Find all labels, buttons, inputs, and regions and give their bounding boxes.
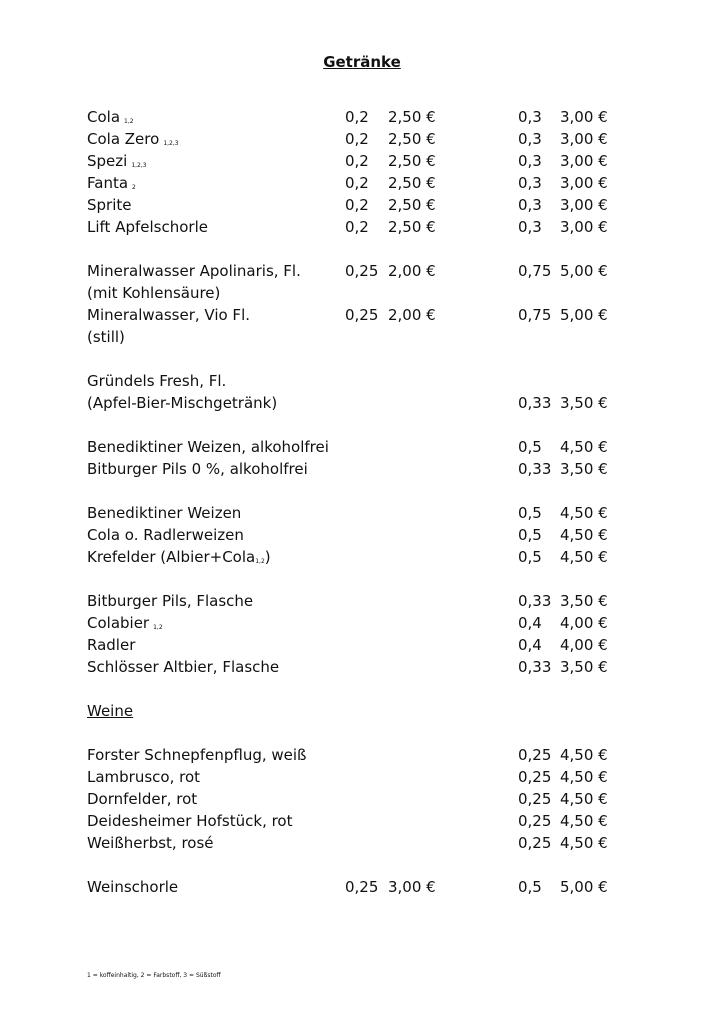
- price-large: 4,50 €: [560, 548, 608, 566]
- menu-item: [87, 766, 627, 788]
- size-small: 0,25: [345, 306, 379, 324]
- price-large: 4,50 €: [560, 438, 608, 456]
- price-small: 2,50 €: [388, 174, 436, 192]
- size-small: 0,2: [345, 174, 369, 192]
- footnote-marker: 1,2: [124, 118, 134, 125]
- size-small: 0,2: [345, 196, 369, 214]
- menu-item: [87, 326, 627, 348]
- item-name: Weinschorle: [87, 878, 179, 896]
- size-large: 0,33: [518, 658, 552, 676]
- price-large: 3,00 €: [560, 108, 608, 126]
- item-name: Cola o. Radlerweizen: [87, 526, 244, 544]
- item-name: Spezi 1,2,3: [87, 152, 147, 170]
- menu-item: [87, 172, 627, 194]
- item-name: Weine: [87, 702, 134, 720]
- price-large: 4,50 €: [560, 834, 608, 852]
- price-small: 3,00 €: [388, 878, 436, 896]
- footnote: 1 = koffeinhaltig, 2 = Farbstoff, 3 = Süßstoff: [87, 972, 221, 979]
- item-name: Cola 1,2: [87, 108, 134, 126]
- item-name: Benediktiner Weizen, alkoholfrei: [87, 438, 329, 456]
- menu-item: [87, 304, 627, 326]
- item-name: Krefelder (Albier+Cola1,2): [87, 548, 271, 566]
- size-large: 0,3: [518, 174, 542, 192]
- item-name: Schlösser Altbier, Flasche: [87, 658, 280, 676]
- menu-item: [87, 788, 627, 810]
- size-large: 0,25: [518, 834, 552, 852]
- menu-item: [87, 458, 627, 480]
- size-large: 0,4: [518, 636, 542, 654]
- price-small: 2,50 €: [388, 108, 436, 126]
- item-name: Colabier 1,2: [87, 614, 163, 632]
- price-large: 4,50 €: [560, 812, 608, 830]
- spacer: [87, 854, 627, 876]
- price-small: 2,50 €: [388, 152, 436, 170]
- menu-item: [87, 502, 627, 524]
- size-large: 0,33: [518, 394, 552, 412]
- price-large: 5,00 €: [560, 306, 608, 324]
- price-small: 2,50 €: [388, 218, 436, 236]
- size-large: 0,3: [518, 108, 542, 126]
- menu-item: [87, 194, 627, 216]
- item-name: Mineralwasser Apolinaris, Fl.: [87, 262, 301, 280]
- size-small: 0,2: [345, 108, 369, 126]
- menu-item: [87, 216, 627, 238]
- footnote-marker: 1,2,3: [163, 140, 179, 147]
- size-large: 0,33: [518, 460, 552, 478]
- size-small: 0,2: [345, 130, 369, 148]
- spacer: [87, 678, 627, 700]
- spacer: [87, 568, 627, 590]
- price-large: 4,50 €: [560, 746, 608, 764]
- size-large: 0,5: [518, 526, 542, 544]
- item-name: Gründels Fresh, Fl.: [87, 372, 227, 390]
- price-large: 4,00 €: [560, 636, 608, 654]
- drinks-menu: [87, 106, 627, 898]
- price-large: 3,00 €: [560, 218, 608, 236]
- menu-item: [87, 150, 627, 172]
- size-small: 0,25: [345, 878, 379, 896]
- footnote-marker: 1,2: [255, 558, 265, 565]
- menu-item: [87, 876, 627, 898]
- price-large: 4,50 €: [560, 526, 608, 544]
- footnote-marker: 2: [132, 184, 136, 191]
- size-large: 0,5: [518, 438, 542, 456]
- item-name: (still): [87, 328, 125, 346]
- price-large: 3,00 €: [560, 174, 608, 192]
- item-name: Cola Zero 1,2,3: [87, 130, 179, 148]
- menu-item: [87, 832, 627, 854]
- item-name: Weißherbst, rosé: [87, 834, 214, 852]
- size-small: 0,2: [345, 152, 369, 170]
- menu-item: [87, 392, 627, 414]
- item-name: Mineralwasser, Vio Fl.: [87, 306, 251, 324]
- price-large: 3,50 €: [560, 460, 608, 478]
- menu-item: [87, 370, 627, 392]
- size-large: 0,3: [518, 218, 542, 236]
- menu-item: [87, 128, 627, 150]
- menu-item: [87, 612, 627, 634]
- item-name: Lift Apfelschorle: [87, 218, 208, 236]
- spacer: [87, 414, 627, 436]
- menu-item: [87, 810, 627, 832]
- footnote-marker: 1,2: [153, 624, 163, 631]
- size-large: 0,25: [518, 790, 552, 808]
- size-large: 0,25: [518, 812, 552, 830]
- menu-item: [87, 744, 627, 766]
- price-large: 3,00 €: [560, 196, 608, 214]
- spacer: [87, 722, 627, 744]
- size-large: 0,75: [518, 262, 552, 280]
- price-large: 4,50 €: [560, 504, 608, 522]
- item-name: Sprite: [87, 196, 132, 214]
- price-large: 4,50 €: [560, 768, 608, 786]
- menu-item: [87, 546, 627, 568]
- price-small: 2,00 €: [388, 306, 436, 324]
- spacer: [87, 348, 627, 370]
- menu-item: [87, 106, 627, 128]
- price-large: 3,00 €: [560, 130, 608, 148]
- size-large: 0,4: [518, 614, 542, 632]
- price-large: 3,50 €: [560, 658, 608, 676]
- size-large: 0,33: [518, 592, 552, 610]
- price-large: 5,00 €: [560, 878, 608, 896]
- item-name: Bitburger Pils, Flasche: [87, 592, 254, 610]
- item-name: Dornfelder, rot: [87, 790, 198, 808]
- item-name: Forster Schnepfenpflug, weiß: [87, 746, 307, 764]
- section-heading: [87, 700, 627, 722]
- item-name: (Apfel-Bier-Mischgetränk): [87, 394, 278, 412]
- size-large: 0,5: [518, 548, 542, 566]
- size-large: 0,5: [518, 504, 542, 522]
- item-name: Radler: [87, 636, 136, 654]
- price-large: 4,50 €: [560, 790, 608, 808]
- page-title: Getränke: [323, 53, 401, 71]
- menu-item: [87, 590, 627, 612]
- item-name: Deidesheimer Hofstück, rot: [87, 812, 293, 830]
- menu-item: [87, 436, 627, 458]
- spacer: [87, 480, 627, 502]
- menu-item: [87, 634, 627, 656]
- footnote-marker: 1,2,3: [131, 162, 147, 169]
- price-large: 3,50 €: [560, 592, 608, 610]
- price-small: 2,50 €: [388, 130, 436, 148]
- item-name: Fanta 2: [87, 174, 136, 192]
- size-large: 0,3: [518, 152, 542, 170]
- menu-item: [87, 524, 627, 546]
- size-large: 0,3: [518, 196, 542, 214]
- size-small: 0,25: [345, 262, 379, 280]
- item-name: Lambrusco, rot: [87, 768, 201, 786]
- item-name: (mit Kohlensäure): [87, 284, 221, 302]
- size-small: 0,2: [345, 218, 369, 236]
- size-large: 0,75: [518, 306, 552, 324]
- price-large: 4,00 €: [560, 614, 608, 632]
- menu-item: [87, 260, 627, 282]
- size-large: 0,3: [518, 130, 542, 148]
- item-name: Bitburger Pils 0 %, alkoholfrei: [87, 460, 308, 478]
- menu-item: [87, 282, 627, 304]
- price-small: 2,00 €: [388, 262, 436, 280]
- size-large: 0,25: [518, 768, 552, 786]
- price-small: 2,50 €: [388, 196, 436, 214]
- price-large: 5,00 €: [560, 262, 608, 280]
- spacer: [87, 238, 627, 260]
- item-name: Benediktiner Weizen: [87, 504, 242, 522]
- price-large: 3,50 €: [560, 394, 608, 412]
- size-large: 0,25: [518, 746, 552, 764]
- menu-item: [87, 656, 627, 678]
- price-large: 3,00 €: [560, 152, 608, 170]
- size-large: 0,5: [518, 878, 542, 896]
